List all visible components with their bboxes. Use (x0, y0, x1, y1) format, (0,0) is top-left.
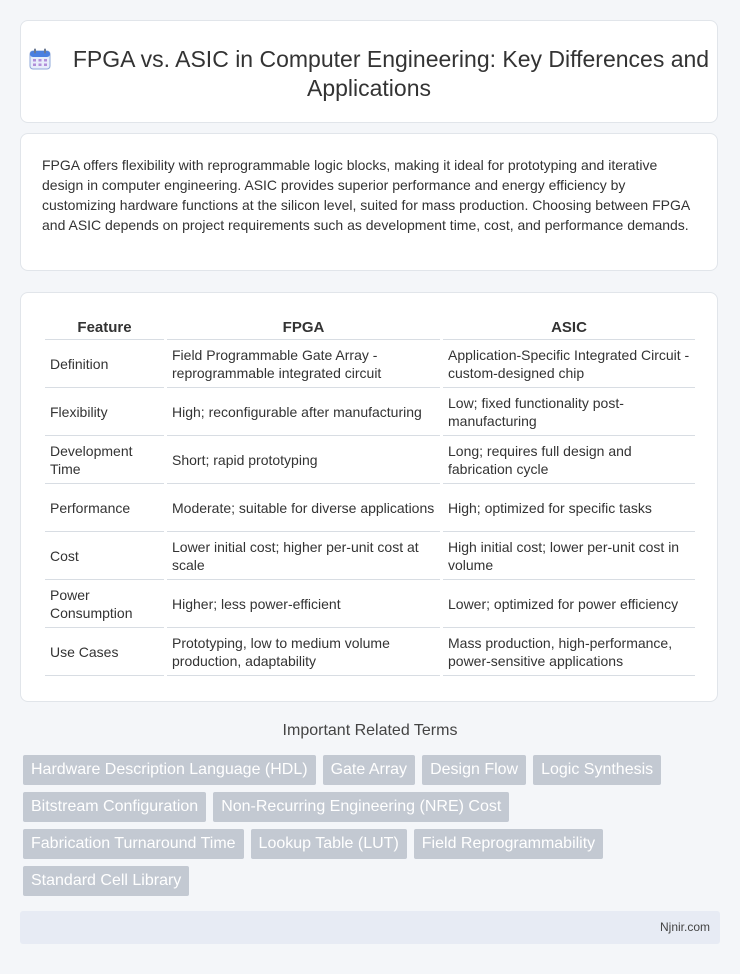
header-fpga: FPGA (167, 313, 440, 340)
fpga-cell: Lower initial cost; higher per-unit cost at scale (167, 532, 440, 580)
related-terms-heading: Important Related Terms (282, 722, 458, 739)
related-term-tag[interactable]: Standard Cell Library (23, 866, 189, 896)
related-term-tag[interactable]: Lookup Table (LUT) (251, 829, 407, 859)
table-row (45, 628, 695, 676)
fpga-cell: Higher; less power-efficient (167, 580, 440, 628)
summary-text: FPGA offers flexibility with reprogrammable logic blocks, making it ideal for prototyping and iterative design in computer engineering. ASIC provides superior performance and energy efficiency by customizing hardware functions at the silicon level, suited for mass production. Choosing between FPGA and ASIC depends on project requirements such as development time, cost, and performance demands. (42, 157, 690, 233)
title-card (20, 20, 718, 123)
footer (20, 911, 720, 944)
related-term-tag[interactable]: Gate Array (323, 755, 415, 785)
feature-cell: Cost (45, 532, 164, 580)
related-term-tag[interactable]: Field Reprogrammability (414, 829, 603, 859)
fpga-cell: High; reconfigurable after manufacturing (167, 388, 440, 436)
fpga-cell: Field Programmable Gate Array - reprogrammable integrated circuit (167, 340, 440, 388)
fpga-cell: Short; rapid prototyping (167, 436, 440, 484)
related-term-tag[interactable]: Fabrication Turnaround Time (23, 829, 244, 859)
asic-cell: Low; fixed functionality post-manufacturing (443, 388, 695, 436)
asic-cell: Mass production, high-performance, power-sensitive applications (443, 628, 695, 676)
table-header-row (45, 313, 695, 340)
footer-site-link[interactable]: Njnir.com (659, 920, 710, 934)
comparison-card (20, 292, 718, 702)
table-row (45, 340, 695, 388)
comparison-table (42, 313, 698, 676)
asic-cell: Lower; optimized for power efficiency (443, 580, 695, 628)
related-term-tag[interactable]: Bitstream Configuration (23, 792, 206, 822)
asic-cell: High initial cost; lower per-unit cost in volume (443, 532, 695, 580)
related-terms-list (23, 755, 703, 896)
feature-cell: Use Cases (45, 628, 164, 676)
table-row (45, 532, 695, 580)
header-asic: ASIC (443, 313, 695, 340)
title-wrap (21, 45, 717, 103)
related-term-tag[interactable]: Hardware Description Language (HDL) (23, 755, 316, 785)
feature-cell: Definition (45, 340, 164, 388)
feature-cell: Flexibility (45, 388, 164, 436)
asic-cell: Application-Specific Integrated Circuit - custom-designed chip (443, 340, 695, 388)
feature-cell: Development Time (45, 436, 164, 484)
fpga-cell: Prototyping, low to medium volume production, adaptability (167, 628, 440, 676)
related-term-tag[interactable]: Design Flow (422, 755, 526, 785)
related-term-tag[interactable]: Non-Recurring Engineering (NRE) Cost (213, 792, 509, 822)
asic-cell: High; optimized for specific tasks (443, 484, 695, 532)
related-term-tag[interactable]: Logic Synthesis (533, 755, 661, 785)
table-row (45, 388, 695, 436)
feature-cell: Power Consumption (45, 580, 164, 628)
table-row (45, 580, 695, 628)
summary-card (20, 133, 718, 271)
feature-cell: Performance (45, 484, 164, 532)
table-row (45, 436, 695, 484)
page-title: FPGA vs. ASIC in Computer Engineering: Key Differences and Applications (72, 46, 710, 101)
asic-cell: Long; requires full design and fabrication cycle (443, 436, 695, 484)
calendar-icon (29, 48, 51, 70)
header-feature: Feature (45, 313, 164, 340)
fpga-cell: Moderate; suitable for diverse applications (167, 484, 440, 532)
table-row (45, 484, 695, 532)
